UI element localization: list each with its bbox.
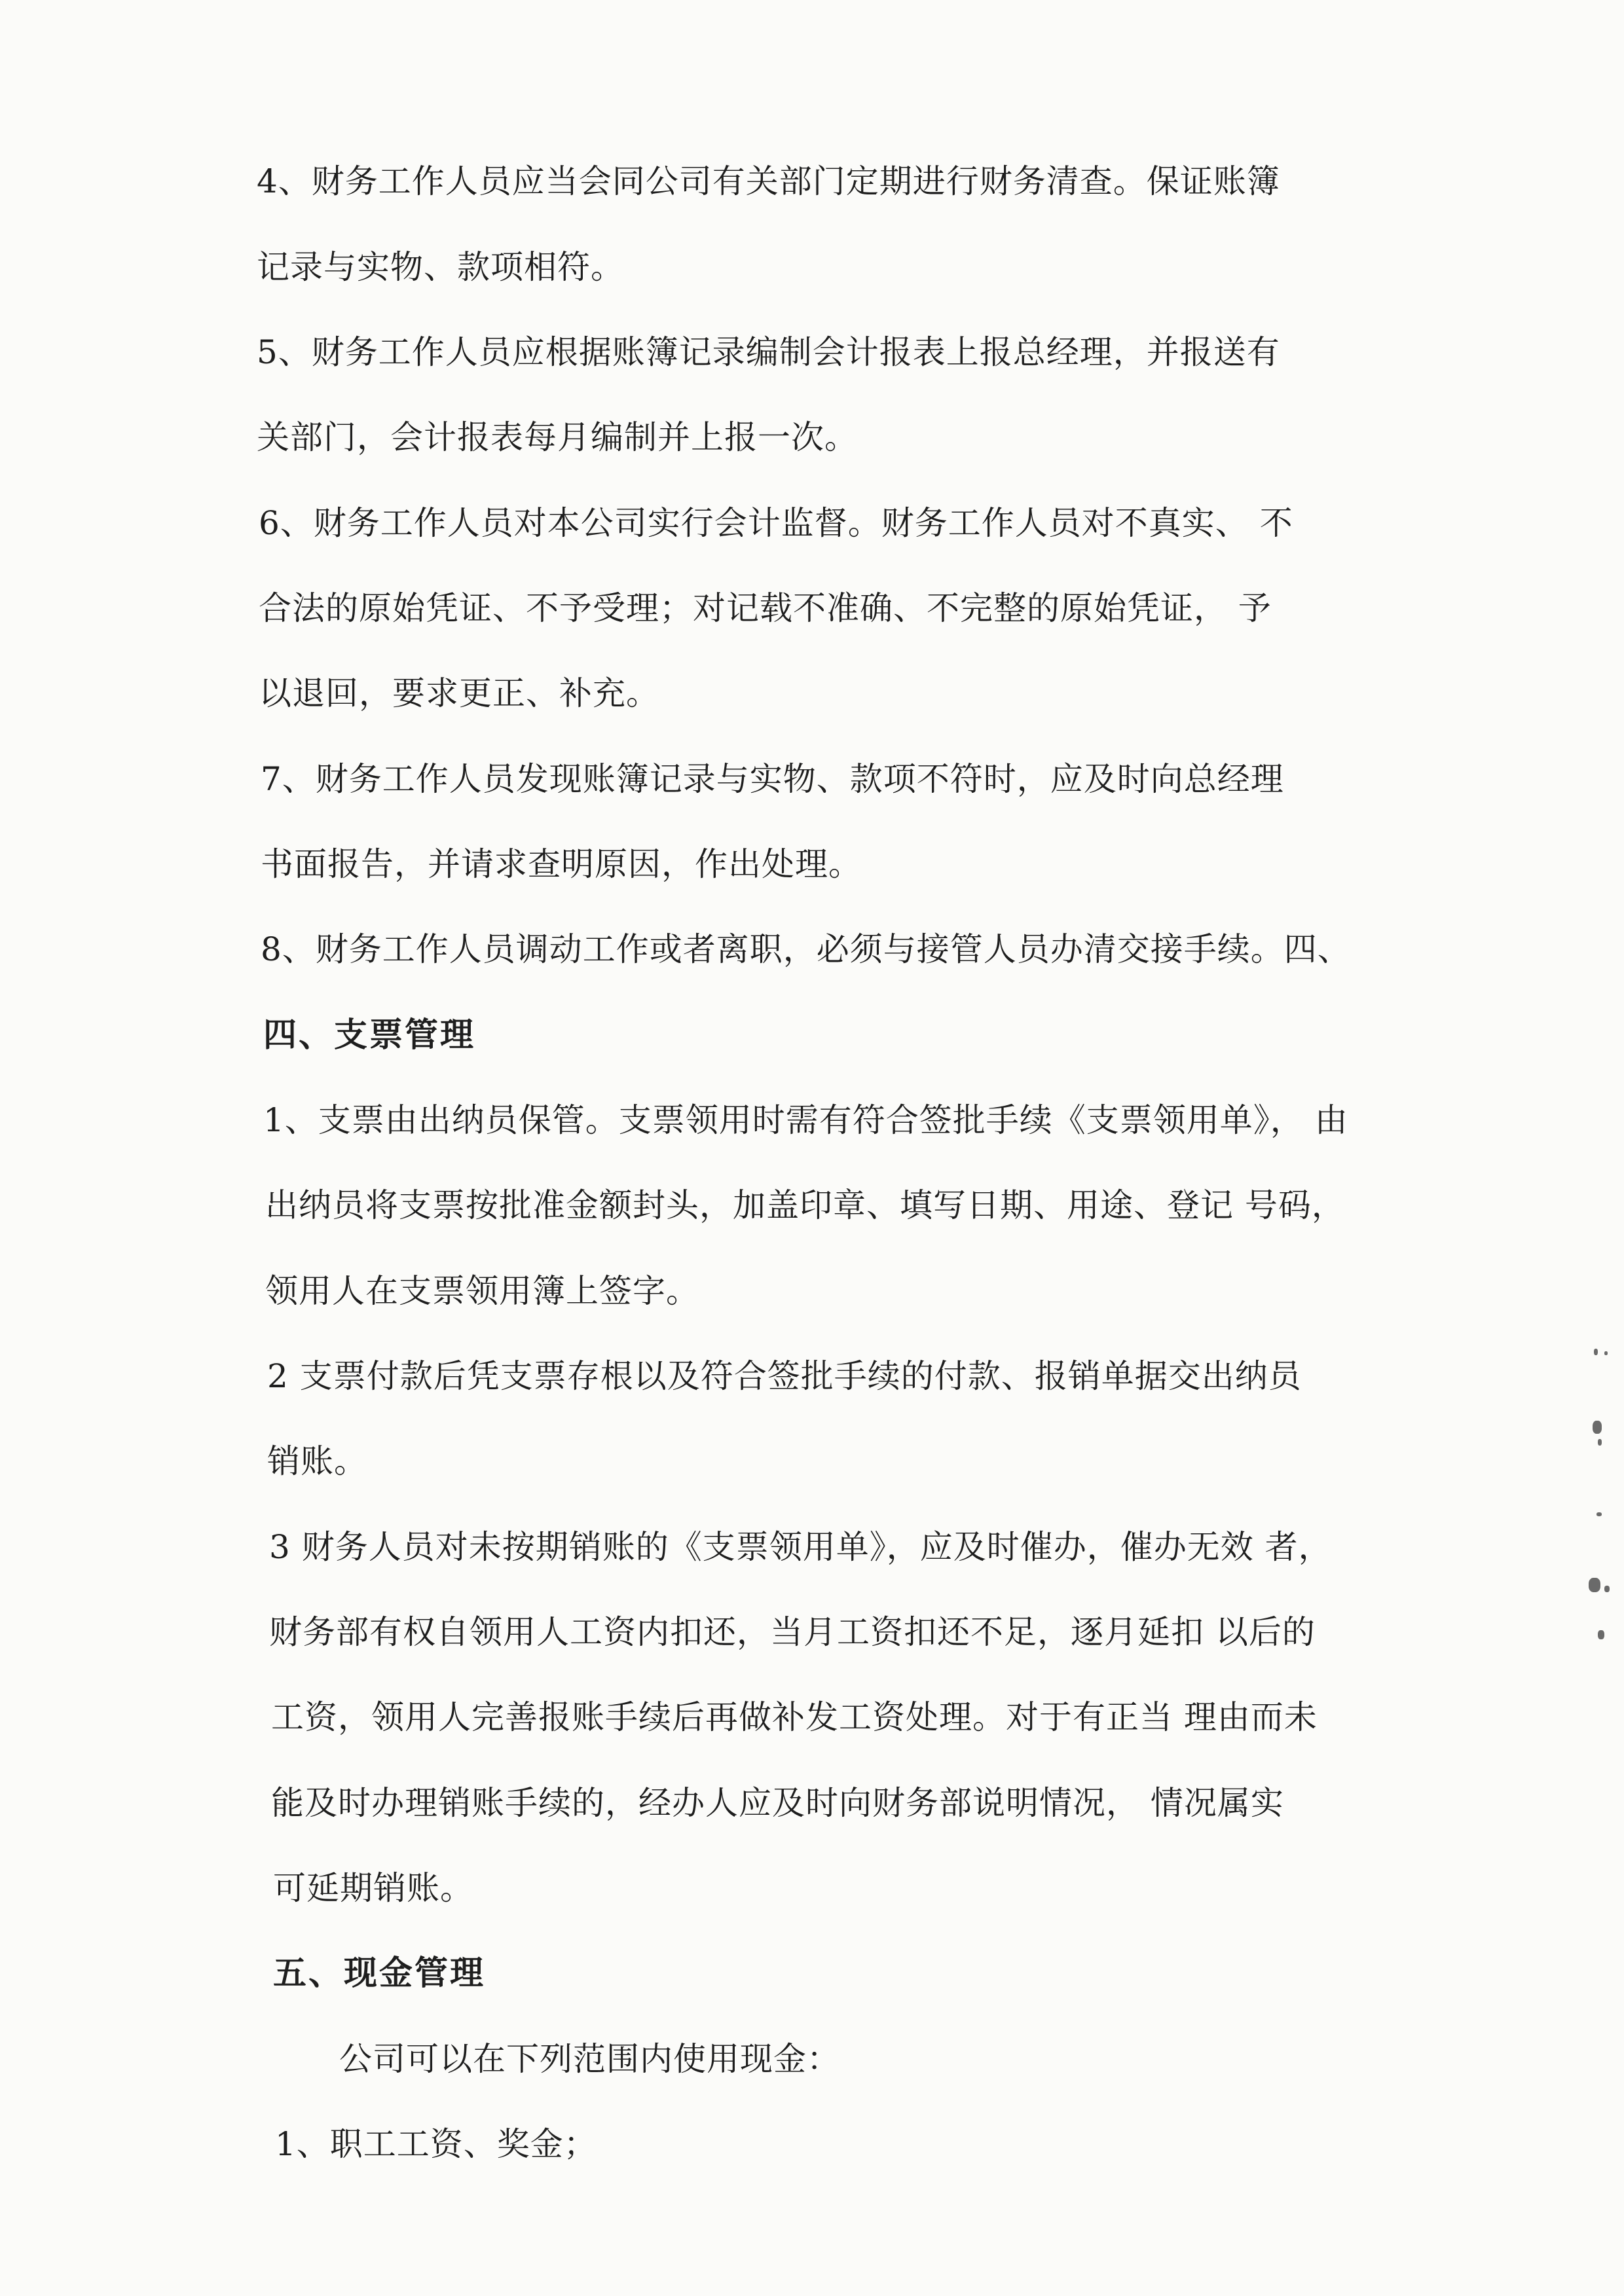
section-heading: 四、支票管理 [263, 1015, 476, 1055]
paragraph-line: 出纳员将支票按批准金额封头，加盖印章、填写日期、用途、登记 号码， [265, 1186, 1345, 1224]
scan-artifact-marks [1578, 1349, 1617, 1656]
paragraph-line: 可延期销账。 [273, 1869, 473, 1907]
paragraph-line: 3 财务人员对未按期销账的《支票领用单》，应及时催办，催办无效 者， [269, 1528, 1332, 1566]
paragraph-line: 关部门，会计报表每月编制并上报一次。 [257, 418, 858, 456]
paragraph-line: 销账。 [267, 1442, 367, 1480]
paragraph-line: 公司可以在下列范围内使用现金： [339, 2040, 840, 2078]
paragraph-line: 记录与实物、款项相符。 [257, 248, 624, 286]
paragraph-line: 以退回，要求更正、补充。 [259, 674, 659, 712]
paragraph-line: 1、支票由出纳员保管。支票领用时需有符合签批手续《支票领用单》， 由 [263, 1101, 1348, 1139]
paragraph-line: 书面报告，并请求查明原因，作出处理。 [261, 845, 862, 883]
paragraph-line: 工资，领用人完善报账手续后再做补发工资处理。对于有正当 理由而未 [271, 1698, 1318, 1736]
paragraph-line: 1、职工工资、奖金； [275, 2125, 597, 2163]
paragraph-line: 领用人在支票领用簿上签字。 [265, 1272, 699, 1310]
paragraph-line: 能及时办理销账手续的，经办人应及时向财务部说明情况， 情况属实 [271, 1784, 1284, 1822]
paragraph-line: 7、财务工作人员发现账簿记录与实物、款项不符时，应及时向总经理 [261, 760, 1284, 798]
paragraph-line: 8、财务工作人员调动工作或者离职，必须与接管人员办清交接手续。四、 [261, 930, 1351, 968]
section-heading: 五、现金管理 [273, 1954, 486, 1993]
paragraph-line: 财务部有权自领用人工资内扣还，当月工资扣还不足，逐月延扣 以后的 [269, 1613, 1316, 1651]
paragraph-line: 合法的原始凭证、不予受理；对记载不准确、不完整的原始凭证， 予 [259, 589, 1272, 627]
paragraph-line: 4、财务工作人员应当会同公司有关部门定期进行财务清查。保证账簿 [257, 162, 1280, 200]
paragraph-line: 2 支票付款后凭支票存根以及符合签批手续的付款、报销单据交出纳员 [267, 1357, 1302, 1395]
paragraph-line: 6、财务工作人员对本公司实行会计监督。财务工作人员对不真实、 不 [259, 504, 1293, 542]
paragraph-line: 5、财务工作人员应根据账簿记录编制会计报表上报总经理，并报送有 [257, 333, 1280, 371]
